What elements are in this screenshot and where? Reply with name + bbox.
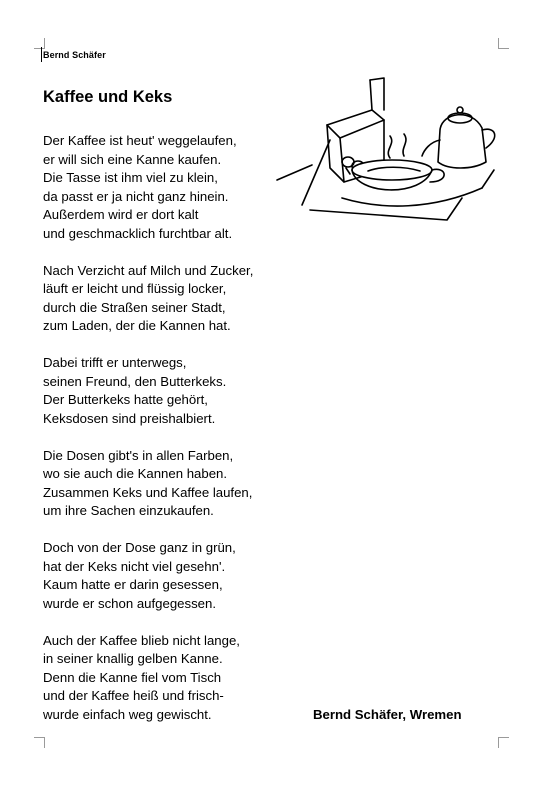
poem-line: Keksdosen sind preishalbiert. xyxy=(43,410,216,426)
poem-line: und der Kaffee heiß und frisch- xyxy=(43,688,224,703)
poem-line: Außerdem wird er dort kalt xyxy=(43,207,199,222)
poem-line: hat der Keks nicht viel gesehn'. xyxy=(43,558,226,574)
page-header-author: Bernd Schäfer xyxy=(43,50,106,60)
poem-line: Kaum hatte er darin gesessen, xyxy=(43,577,223,592)
stanza xyxy=(43,539,303,613)
poem-line: Dabei trifft er unterwegs, xyxy=(43,355,187,370)
poem-title: Kaffee und Keks xyxy=(43,88,173,106)
poem-line: wurde er schon aufgegessen. xyxy=(43,595,217,611)
poem-line: Der Butterkeks hatte gehört, xyxy=(43,392,208,407)
poem-line: in seiner knallig gelben Kanne. xyxy=(43,651,223,666)
stanza xyxy=(43,262,303,336)
poem-line: läuft er leicht und flüssig locker, xyxy=(43,281,227,296)
poem-line: seinen Freund, den Butterkeks. xyxy=(43,373,227,389)
poem-line: da passt er ja nicht ganz hinein. xyxy=(43,188,229,204)
poem-line: um ihre Sachen einzukaufen. xyxy=(43,503,214,518)
poem-line: Doch von der Dose ganz in grün, xyxy=(43,540,236,555)
poem-line: Der Kaffee ist heut' weggelaufen, xyxy=(43,133,237,148)
poem-line: Auch der Kaffee blieb nicht lange, xyxy=(43,632,240,648)
crop-mark-bottom-right xyxy=(498,737,509,748)
stanza xyxy=(43,354,303,428)
poem-line: wo sie auch die Kannen haben. xyxy=(43,466,228,481)
crop-mark-top-right xyxy=(498,38,509,49)
poem-line: durch die Straßen seiner Stadt, xyxy=(43,299,226,315)
stanza xyxy=(43,132,303,243)
signature: Bernd Schäfer, Wremen xyxy=(313,707,462,722)
poem-line: wurde einfach weg gewischt. xyxy=(43,706,212,722)
poem-line: Denn die Kanne fiel vom Tisch xyxy=(43,669,222,685)
poem-body xyxy=(43,132,303,743)
poem-line: er will sich eine Kanne kaufen. xyxy=(43,151,222,167)
stanza xyxy=(43,447,303,521)
poem-line: Die Dosen gibt's in allen Farben, xyxy=(43,447,234,463)
poem-line: zum Laden, der die Kannen hat. xyxy=(43,318,231,333)
poem-line: Nach Verzicht auf Milch und Zucker, xyxy=(43,262,254,278)
coffee-cup-teapot-biscuit-tin-sketch-icon xyxy=(272,70,502,230)
stanza xyxy=(43,632,303,725)
poem-line: Zusammen Keks und Kaffee laufen, xyxy=(43,484,253,500)
poem-line: und geschmacklich furchtbar alt. xyxy=(43,225,233,241)
poem-line: Die Tasse ist ihm viel zu klein, xyxy=(43,170,218,185)
text-cursor xyxy=(41,47,42,62)
crop-mark-top-left xyxy=(34,38,45,49)
